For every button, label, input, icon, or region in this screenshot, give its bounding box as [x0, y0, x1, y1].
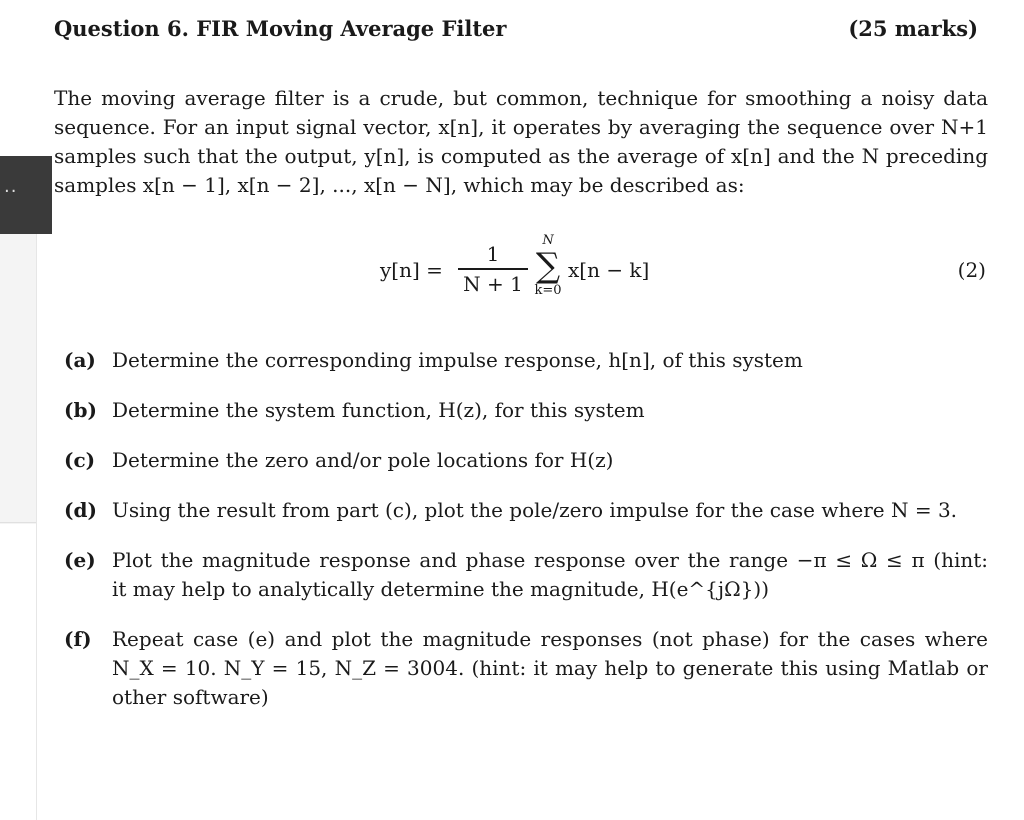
part-text: Determine the corresponding impulse response, h[n], of this system — [112, 348, 803, 372]
part-text: Determine the zero and/or pole locations for H(z) — [112, 448, 614, 472]
intro-line-4: samples x[n − 1], x[n − 2], ..., x[n − N], which may be described as: — [54, 173, 745, 197]
question-marks: (25 marks) — [848, 16, 978, 41]
sidebar-panel — [0, 234, 37, 820]
question-parts-list — [64, 346, 988, 733]
part-text: Determine the system function, H(z), for this system — [112, 398, 645, 422]
moving-average-equation — [380, 232, 680, 312]
intro-line-1: The moving average filter is a crude, but common, technique for smoothing a noisy data — [54, 86, 988, 110]
intro-line-2: sequence. For an input signal vector, x[n], it operates by averaging the sequence over N+1 — [54, 115, 988, 139]
part-text: Using the result from part (c), plot the pole/zero impulse for the case where N = 3. — [112, 498, 958, 522]
summation-lower-limit: k=0 — [534, 283, 562, 298]
more-options-icon[interactable]: .. — [4, 176, 18, 197]
question-title: Question 6. FIR Moving Average Filter — [54, 16, 507, 41]
part-b — [64, 396, 988, 425]
part-text-line-3: other software) — [112, 685, 269, 709]
part-e — [64, 546, 988, 604]
sidebar-divider — [0, 522, 36, 523]
part-text-line-2: it may help to analytically determine the magnitude, H(e^{jΩ})) — [112, 577, 770, 601]
summation — [530, 234, 566, 298]
fraction-numerator: 1 — [486, 242, 500, 266]
part-f — [64, 625, 988, 712]
fraction-bar — [458, 268, 528, 270]
equation-fraction — [458, 242, 528, 296]
part-text-line-1: Repeat case (e) and plot the magnitude responses (not phase) for the cases where — [112, 627, 988, 651]
part-text-line-2: N_X = 10. N_Y = 15, N_Z = 3004. (hint: it may help to generate this using Matlab or — [112, 656, 988, 680]
summation-upper-limit: N — [542, 233, 554, 248]
part-d — [64, 496, 988, 525]
part-text-line-1: Plot the magnitude response and phase response over the range −π ≤ Ω ≤ π (hint: — [112, 548, 988, 572]
part-label: (d) — [64, 498, 97, 522]
intro-paragraph — [54, 84, 988, 200]
part-label: (e) — [64, 548, 96, 572]
part-label: (a) — [64, 348, 96, 372]
part-c — [64, 446, 988, 475]
summation-icon: ∑ — [535, 246, 561, 286]
part-label: (b) — [64, 398, 97, 422]
part-label: (f) — [64, 627, 92, 651]
equation-number: (2) — [957, 258, 986, 282]
part-a — [64, 346, 988, 375]
equation-lhs: y[n] = — [380, 258, 443, 282]
part-label: (c) — [64, 448, 96, 472]
equation-rhs: x[n − k] — [568, 258, 650, 282]
fraction-denominator: N + 1 — [463, 271, 523, 296]
intro-line-3: samples such that the output, y[n], is computed as the average of x[n] and the N preceding — [54, 144, 988, 168]
